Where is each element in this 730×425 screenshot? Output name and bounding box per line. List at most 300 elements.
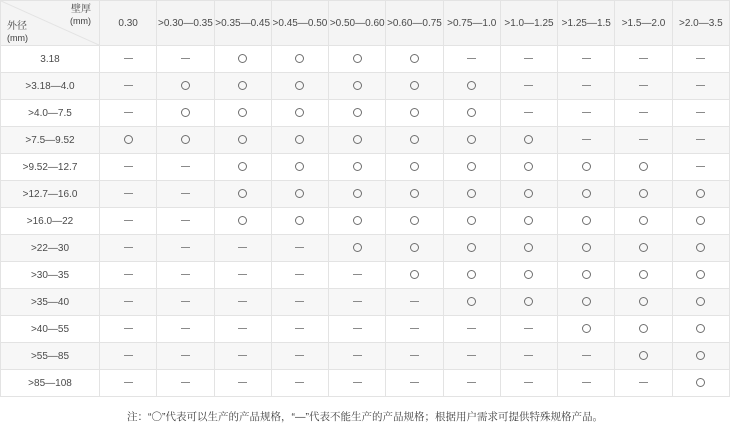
dash-icon	[639, 382, 648, 383]
cell-available	[157, 73, 214, 100]
circle-icon	[238, 135, 247, 144]
cell-available	[443, 100, 500, 127]
cell-available	[615, 343, 672, 370]
dash-icon	[524, 58, 533, 59]
dash-icon	[295, 301, 304, 302]
cell-unavailable	[558, 343, 615, 370]
cell-unavailable	[157, 181, 214, 208]
cell-available	[500, 181, 557, 208]
dash-icon	[181, 382, 190, 383]
circle-icon	[238, 162, 247, 171]
outer-diameter-label: 外径 (mm)	[7, 21, 28, 43]
table-body	[1, 46, 730, 397]
circle-icon	[582, 189, 591, 198]
cell-available	[443, 208, 500, 235]
dash-icon	[582, 139, 591, 140]
cell-available	[329, 208, 386, 235]
cell-unavailable	[329, 316, 386, 343]
dash-icon	[124, 274, 133, 275]
cell-unavailable	[558, 73, 615, 100]
cell-unavailable	[100, 46, 157, 73]
dash-icon	[295, 355, 304, 356]
circle-icon	[467, 270, 476, 279]
circle-icon	[181, 135, 190, 144]
cell-available	[271, 100, 328, 127]
column-header: 0.30	[100, 1, 157, 46]
circle-icon	[238, 189, 247, 198]
circle-icon	[467, 162, 476, 171]
cell-available	[443, 262, 500, 289]
cell-unavailable	[100, 181, 157, 208]
table-row	[1, 262, 730, 289]
cell-available	[329, 235, 386, 262]
dash-icon	[124, 301, 133, 302]
outer-diameter-unit: (mm)	[7, 32, 28, 43]
cell-unavailable	[214, 235, 271, 262]
wall-thickness-unit: (mm)	[70, 15, 91, 26]
dash-icon	[295, 274, 304, 275]
cell-unavailable	[157, 235, 214, 262]
cell-unavailable	[443, 46, 500, 73]
circle-icon	[524, 135, 533, 144]
cell-available	[271, 154, 328, 181]
table-row	[1, 343, 730, 370]
column-header: >1.25—1.5	[558, 1, 615, 46]
table-row	[1, 46, 730, 73]
cell-unavailable	[100, 235, 157, 262]
dash-icon	[524, 382, 533, 383]
cell-available	[271, 46, 328, 73]
cell-available	[558, 154, 615, 181]
dash-icon	[696, 139, 705, 140]
dash-icon	[124, 58, 133, 59]
dash-icon	[696, 166, 705, 167]
table-row	[1, 73, 730, 100]
circle-icon	[696, 297, 705, 306]
cell-available	[386, 181, 443, 208]
cell-available	[329, 73, 386, 100]
row-header: >9.52—12.7	[1, 154, 100, 181]
cell-available	[443, 154, 500, 181]
cell-unavailable	[558, 127, 615, 154]
circle-icon	[238, 216, 247, 225]
column-header: >1.5—2.0	[615, 1, 672, 46]
column-header: >0.35—0.45	[214, 1, 271, 46]
circle-icon	[696, 378, 705, 387]
cell-unavailable	[271, 316, 328, 343]
circle-icon	[582, 216, 591, 225]
dash-icon	[410, 301, 419, 302]
cell-available	[157, 127, 214, 154]
circle-icon	[524, 162, 533, 171]
cell-unavailable	[500, 343, 557, 370]
dash-icon	[639, 85, 648, 86]
circle-icon	[696, 324, 705, 333]
dash-icon	[582, 382, 591, 383]
circle-icon	[353, 135, 362, 144]
dash-icon	[238, 355, 247, 356]
dash-icon	[295, 247, 304, 248]
circle-icon	[295, 216, 304, 225]
cell-unavailable	[100, 343, 157, 370]
cell-available	[558, 208, 615, 235]
dash-icon	[124, 328, 133, 329]
cell-unavailable	[214, 262, 271, 289]
dash-icon	[353, 382, 362, 383]
cell-available	[100, 127, 157, 154]
cell-unavailable	[615, 370, 672, 397]
circle-icon	[353, 81, 362, 90]
dash-icon	[181, 355, 190, 356]
circle-icon	[639, 324, 648, 333]
cell-available	[558, 181, 615, 208]
circle-icon	[696, 216, 705, 225]
cell-unavailable	[672, 100, 729, 127]
wall-thickness-label: 壁厚 (mm)	[70, 4, 91, 26]
dash-icon	[582, 85, 591, 86]
row-header: >7.5—9.52	[1, 127, 100, 154]
circle-icon	[639, 243, 648, 252]
cell-unavailable	[271, 370, 328, 397]
dash-icon	[639, 139, 648, 140]
dash-icon	[582, 58, 591, 59]
dash-icon	[582, 355, 591, 356]
cell-available	[500, 235, 557, 262]
cell-available	[214, 208, 271, 235]
column-header: >0.75—1.0	[443, 1, 500, 46]
circle-icon	[582, 297, 591, 306]
row-header: >16.0—22	[1, 208, 100, 235]
circle-icon	[524, 216, 533, 225]
table-row	[1, 208, 730, 235]
cell-available	[443, 235, 500, 262]
circle-icon	[467, 135, 476, 144]
cell-unavailable	[672, 46, 729, 73]
cell-available	[672, 181, 729, 208]
cell-available	[672, 208, 729, 235]
cell-unavailable	[100, 370, 157, 397]
cell-unavailable	[214, 289, 271, 316]
circle-icon	[353, 162, 362, 171]
cell-unavailable	[386, 370, 443, 397]
cell-unavailable	[157, 343, 214, 370]
circle-icon	[295, 189, 304, 198]
cell-available	[443, 127, 500, 154]
row-header: >22—30	[1, 235, 100, 262]
cell-unavailable	[271, 262, 328, 289]
circle-icon	[410, 216, 419, 225]
circle-icon	[696, 189, 705, 198]
cell-unavailable	[443, 316, 500, 343]
circle-icon	[295, 108, 304, 117]
dash-icon	[467, 382, 476, 383]
dash-icon	[295, 382, 304, 383]
cell-available	[672, 235, 729, 262]
cell-available	[443, 73, 500, 100]
cell-unavailable	[100, 100, 157, 127]
cell-available	[386, 262, 443, 289]
dash-icon	[524, 328, 533, 329]
cell-unavailable	[329, 262, 386, 289]
cell-available	[329, 181, 386, 208]
cell-unavailable	[558, 46, 615, 73]
cell-available	[214, 181, 271, 208]
cell-available	[500, 127, 557, 154]
circle-icon	[639, 351, 648, 360]
dash-icon	[181, 193, 190, 194]
cell-available	[386, 154, 443, 181]
cell-unavailable	[100, 73, 157, 100]
row-header: >55—85	[1, 343, 100, 370]
dash-icon	[124, 85, 133, 86]
dash-icon	[524, 85, 533, 86]
dash-icon	[124, 193, 133, 194]
circle-icon	[467, 108, 476, 117]
cell-available	[558, 316, 615, 343]
cell-unavailable	[214, 316, 271, 343]
cell-unavailable	[271, 289, 328, 316]
cell-available	[672, 316, 729, 343]
cell-available	[615, 316, 672, 343]
cell-unavailable	[214, 343, 271, 370]
cell-unavailable	[500, 100, 557, 127]
dash-icon	[353, 355, 362, 356]
cell-available	[500, 289, 557, 316]
cell-unavailable	[157, 370, 214, 397]
circle-icon	[410, 108, 419, 117]
circle-icon	[410, 81, 419, 90]
table-row	[1, 154, 730, 181]
dash-icon	[124, 247, 133, 248]
cell-unavailable	[329, 343, 386, 370]
circle-icon	[353, 216, 362, 225]
circle-icon	[582, 162, 591, 171]
dash-icon	[524, 355, 533, 356]
circle-icon	[238, 108, 247, 117]
dash-icon	[181, 220, 190, 221]
circle-icon	[696, 351, 705, 360]
cell-available	[615, 154, 672, 181]
table-row	[1, 235, 730, 262]
dash-icon	[181, 328, 190, 329]
cell-unavailable	[672, 73, 729, 100]
row-header: >12.7—16.0	[1, 181, 100, 208]
dash-icon	[238, 274, 247, 275]
cell-available	[386, 127, 443, 154]
dash-icon	[124, 166, 133, 167]
cell-unavailable	[271, 235, 328, 262]
cell-available	[271, 208, 328, 235]
cell-available	[615, 181, 672, 208]
cell-unavailable	[157, 262, 214, 289]
cell-unavailable	[100, 262, 157, 289]
cell-unavailable	[157, 316, 214, 343]
circle-icon	[582, 243, 591, 252]
row-header: >40—55	[1, 316, 100, 343]
cell-unavailable	[100, 208, 157, 235]
cell-unavailable	[329, 370, 386, 397]
cell-available	[157, 100, 214, 127]
cell-available	[672, 289, 729, 316]
cell-available	[214, 127, 271, 154]
row-header: >35—40	[1, 289, 100, 316]
circle-icon	[524, 243, 533, 252]
cell-unavailable	[386, 316, 443, 343]
cell-unavailable	[214, 370, 271, 397]
table-row	[1, 100, 730, 127]
circle-icon	[181, 81, 190, 90]
cell-unavailable	[615, 127, 672, 154]
dash-icon	[238, 301, 247, 302]
corner-header-cell	[1, 1, 100, 46]
cell-available	[386, 73, 443, 100]
table-row	[1, 181, 730, 208]
circle-icon	[524, 270, 533, 279]
column-header: >1.0—1.25	[500, 1, 557, 46]
cell-unavailable	[615, 73, 672, 100]
circle-icon	[124, 135, 133, 144]
cell-available	[386, 46, 443, 73]
circle-icon	[639, 162, 648, 171]
cell-available	[500, 208, 557, 235]
table-row	[1, 370, 730, 397]
circle-icon	[353, 108, 362, 117]
cell-unavailable	[271, 343, 328, 370]
cell-available	[615, 235, 672, 262]
dash-icon	[238, 382, 247, 383]
cell-available	[615, 262, 672, 289]
circle-icon	[582, 270, 591, 279]
dash-icon	[238, 247, 247, 248]
cell-unavailable	[443, 370, 500, 397]
cell-available	[386, 100, 443, 127]
circle-icon	[639, 270, 648, 279]
cell-available	[214, 73, 271, 100]
circle-icon	[181, 108, 190, 117]
cell-available	[271, 181, 328, 208]
table-header	[1, 1, 730, 46]
circle-icon	[238, 81, 247, 90]
column-header: >0.50—0.60	[329, 1, 386, 46]
dash-icon	[181, 301, 190, 302]
cell-available	[615, 208, 672, 235]
row-header: >85—108	[1, 370, 100, 397]
cell-available	[443, 181, 500, 208]
cell-unavailable	[157, 154, 214, 181]
circle-icon	[353, 54, 362, 63]
circle-icon	[696, 270, 705, 279]
cell-available	[214, 100, 271, 127]
circle-icon	[410, 189, 419, 198]
circle-icon	[524, 297, 533, 306]
cell-unavailable	[500, 46, 557, 73]
circle-icon	[238, 54, 247, 63]
cell-available	[271, 73, 328, 100]
dash-icon	[639, 58, 648, 59]
cell-unavailable	[386, 343, 443, 370]
table-row	[1, 127, 730, 154]
dash-icon	[353, 328, 362, 329]
row-header: >30—35	[1, 262, 100, 289]
cell-available	[500, 262, 557, 289]
cell-unavailable	[615, 100, 672, 127]
dash-icon	[696, 85, 705, 86]
cell-available	[615, 289, 672, 316]
circle-icon	[467, 81, 476, 90]
cell-unavailable	[672, 154, 729, 181]
cell-unavailable	[615, 46, 672, 73]
circle-icon	[639, 297, 648, 306]
table-row	[1, 316, 730, 343]
cell-available	[386, 235, 443, 262]
cell-unavailable	[100, 289, 157, 316]
dash-icon	[696, 112, 705, 113]
cell-unavailable	[500, 73, 557, 100]
dash-icon	[639, 112, 648, 113]
cell-available	[672, 343, 729, 370]
cell-unavailable	[558, 370, 615, 397]
cell-available	[672, 262, 729, 289]
dash-icon	[410, 355, 419, 356]
cell-available	[500, 154, 557, 181]
cell-unavailable	[157, 46, 214, 73]
cell-available	[443, 289, 500, 316]
cell-unavailable	[558, 100, 615, 127]
circle-icon	[639, 189, 648, 198]
circle-icon	[467, 189, 476, 198]
circle-icon	[410, 54, 419, 63]
cell-unavailable	[443, 343, 500, 370]
cell-available	[271, 127, 328, 154]
column-header: >0.45—0.50	[271, 1, 328, 46]
dash-icon	[410, 382, 419, 383]
circle-icon	[353, 189, 362, 198]
cell-available	[558, 289, 615, 316]
header-row	[1, 1, 730, 46]
column-header: >0.30—0.35	[157, 1, 214, 46]
cell-unavailable	[329, 289, 386, 316]
dash-icon	[124, 112, 133, 113]
dash-icon	[467, 355, 476, 356]
cell-available	[329, 100, 386, 127]
dash-icon	[410, 328, 419, 329]
dash-icon	[124, 355, 133, 356]
column-header: >0.60—0.75	[386, 1, 443, 46]
circle-icon	[582, 324, 591, 333]
circle-icon	[410, 270, 419, 279]
cell-available	[329, 46, 386, 73]
dash-icon	[467, 328, 476, 329]
circle-icon	[410, 162, 419, 171]
cell-available	[329, 154, 386, 181]
cell-unavailable	[386, 289, 443, 316]
cell-available	[672, 370, 729, 397]
circle-icon	[353, 243, 362, 252]
cell-unavailable	[100, 154, 157, 181]
corner-inner	[1, 1, 99, 45]
circle-icon	[295, 81, 304, 90]
dash-icon	[124, 220, 133, 221]
circle-icon	[295, 54, 304, 63]
row-header: >4.0—7.5	[1, 100, 100, 127]
cell-available	[214, 46, 271, 73]
dash-icon	[181, 247, 190, 248]
dash-icon	[181, 58, 190, 59]
cell-unavailable	[672, 127, 729, 154]
circle-icon	[639, 216, 648, 225]
row-header: >3.18—4.0	[1, 73, 100, 100]
dash-icon	[124, 382, 133, 383]
